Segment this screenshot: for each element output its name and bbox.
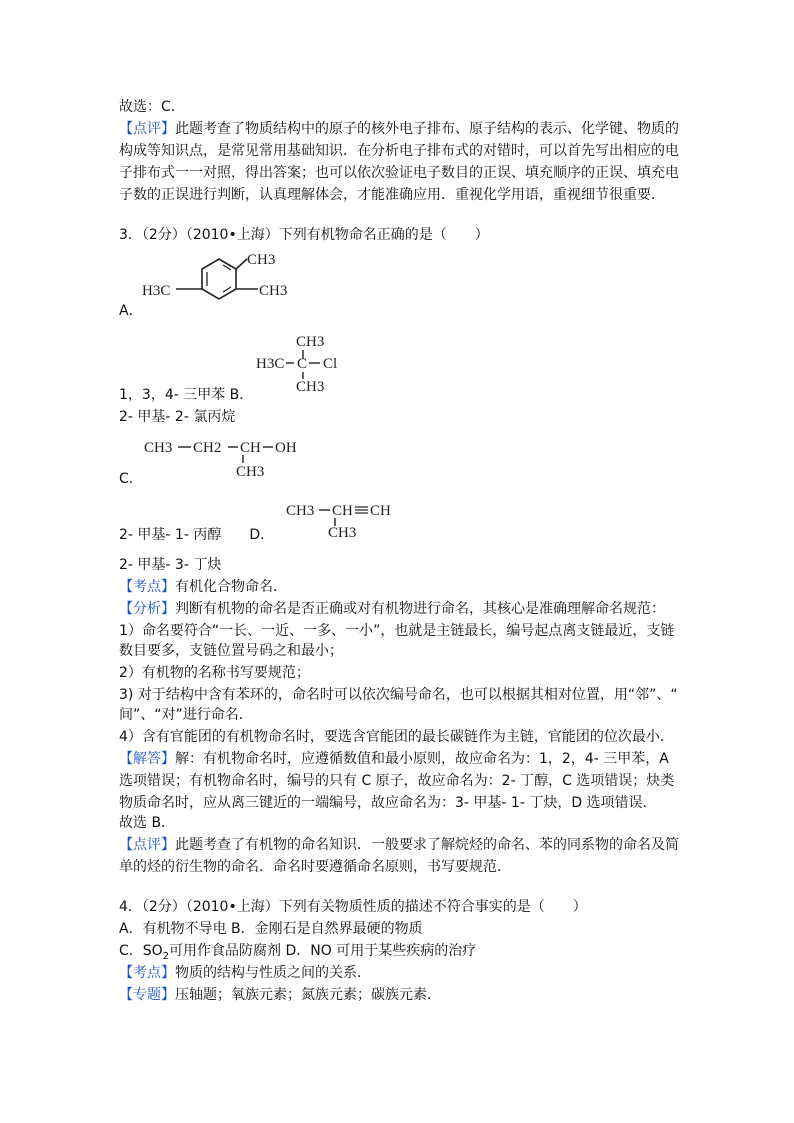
q3-jieda-3: 物质命名时，应从离三键近的一端编号，故应命名为：3- 甲基- 1- 丁炔，D 选项错误．	[119, 795, 657, 811]
option-d-structure	[284, 499, 424, 541]
q3-fenxi-5: 3) 对于结构中含有苯环的，命名时可以依次编号命名，也可以根据其相对位置，用“邻”、“	[119, 687, 678, 703]
q4-zhuanti: 【专题】压轴题；氧族元素；氮族元素；碳族元素．	[119, 987, 441, 1003]
q4-stem: 4．（2分）（2010•上海）下列有关物质性质的描述不符合事实的是（ ）	[119, 899, 587, 915]
option-b-bottom: CH3	[296, 379, 325, 395]
q3-jieda-4: 故选 B．	[119, 815, 176, 831]
option-c-label: C．	[119, 471, 143, 487]
option-d-g1: CH3	[286, 503, 315, 519]
option-b-structure	[254, 330, 364, 398]
comment-tag: 【点评】	[119, 121, 175, 137]
option-b-name: 2- 甲基- 2- 氯丙烷	[119, 409, 236, 425]
option-a-label: A．	[119, 303, 143, 319]
option-c-structure	[142, 434, 312, 484]
q3-jieda-2: 选项错误；有机物命名时，编号的只有 C 原子，故应命名为：2- 丁醇，C 选项错误；炔类	[119, 773, 675, 789]
option-c-name: 2- 甲基- 1- 丙醇 D．	[119, 527, 275, 543]
q4-options-cd: C．$SO_2$可用作食品防腐剂 D．NO 可用于某些疾病的治疗	[119, 943, 477, 962]
q3-fenxi-4: 2）有机物的名称书写要规范；	[119, 665, 310, 681]
comment-line-3: 子排布式一一对照，得出答案；也可以依次验证电子数目的正误、填充顺序的正误、填充电	[119, 165, 679, 181]
comment-line-1: 【点评】此题考查了物质结构中的原子的核外电子排布、原子结构的表示、化学键、物质的	[119, 121, 679, 137]
q3-fenxi-1: 【分析】判断有机物的命名是否正确或对有机物进行命名，其核心是准确理解命名规范：	[119, 601, 665, 617]
q3-fenxi-7: 4）含有官能团的有机物命名时，要选含官能团的最长碳链作为主链，官能团的位次最小．	[119, 729, 674, 745]
option-a-left-sub: H3C	[142, 283, 171, 299]
option-a-name: 1，3，4- 三甲苯 B．	[119, 387, 254, 403]
option-b-center: C	[297, 356, 308, 372]
q3-stem: 3．（2分）（2010•上海）下列有机物命名正确的是（ ）	[119, 227, 489, 243]
answer-line: 故选：C．	[119, 99, 185, 115]
option-b-right: Cl	[323, 356, 338, 372]
option-a-right-sub: CH3	[259, 283, 288, 299]
option-c-branch: CH3	[236, 464, 265, 480]
option-d-name: 2- 甲基- 3- 丁炔	[119, 557, 222, 573]
option-b-top: CH3	[296, 334, 325, 350]
option-c-g3: CH	[240, 440, 261, 456]
q3-kaodian: 【考点】有机化合物命名．	[119, 579, 287, 595]
q4-options-ab: A．有机物不导电 B．金刚石是自然界最硬的物质	[119, 921, 423, 937]
q3-dianping-1: 【点评】此题考查了有机物的命名知识．一般要求了解烷烃的命名、苯的同系物的命名及简	[119, 837, 679, 853]
option-a-top-sub: CH3	[247, 252, 276, 268]
comment-line-4: 子数的正误进行判断，认真理解体会，才能准确应用．重视化学用语，重视细节很重要．	[119, 187, 665, 203]
option-c-g4: OH	[275, 440, 297, 456]
q3-dianping-2: 单的烃的衍生物的命名．命名时要遵循命名原则，书写要规范．	[119, 859, 511, 875]
q3-fenxi-3: 数目要多，支链位置号码之和最小；	[119, 643, 343, 659]
q3-fenxi-6: 间”、“对”进行命名．	[119, 707, 253, 723]
option-d-g2: CH	[332, 503, 353, 519]
option-a-structure	[140, 246, 300, 318]
option-d-g3: CH	[370, 503, 391, 519]
q3-fenxi-2: 1）命名要符合“一长、一近、一多、一小”，也就是主链最长，编号起点离支链最近，支链	[119, 623, 675, 639]
q4-kaodian: 【考点】物质的结构与性质之间的关系．	[119, 965, 371, 981]
comment-line-2: 构成等知识点，是常见常用基础知识．在分析电子排布式的对错时，可以首先写出相应的电	[119, 143, 679, 159]
option-c-g2: CH2	[193, 440, 222, 456]
option-d-branch: CH3	[328, 525, 357, 541]
option-c-g1: CH3	[144, 440, 173, 456]
option-b-left: H3C	[256, 356, 285, 372]
q3-jieda-1: 【解答】解：有机物命名时，应遵循数值和最小原则，故应命名为：1，2，4- 三甲苯，A	[119, 751, 669, 767]
